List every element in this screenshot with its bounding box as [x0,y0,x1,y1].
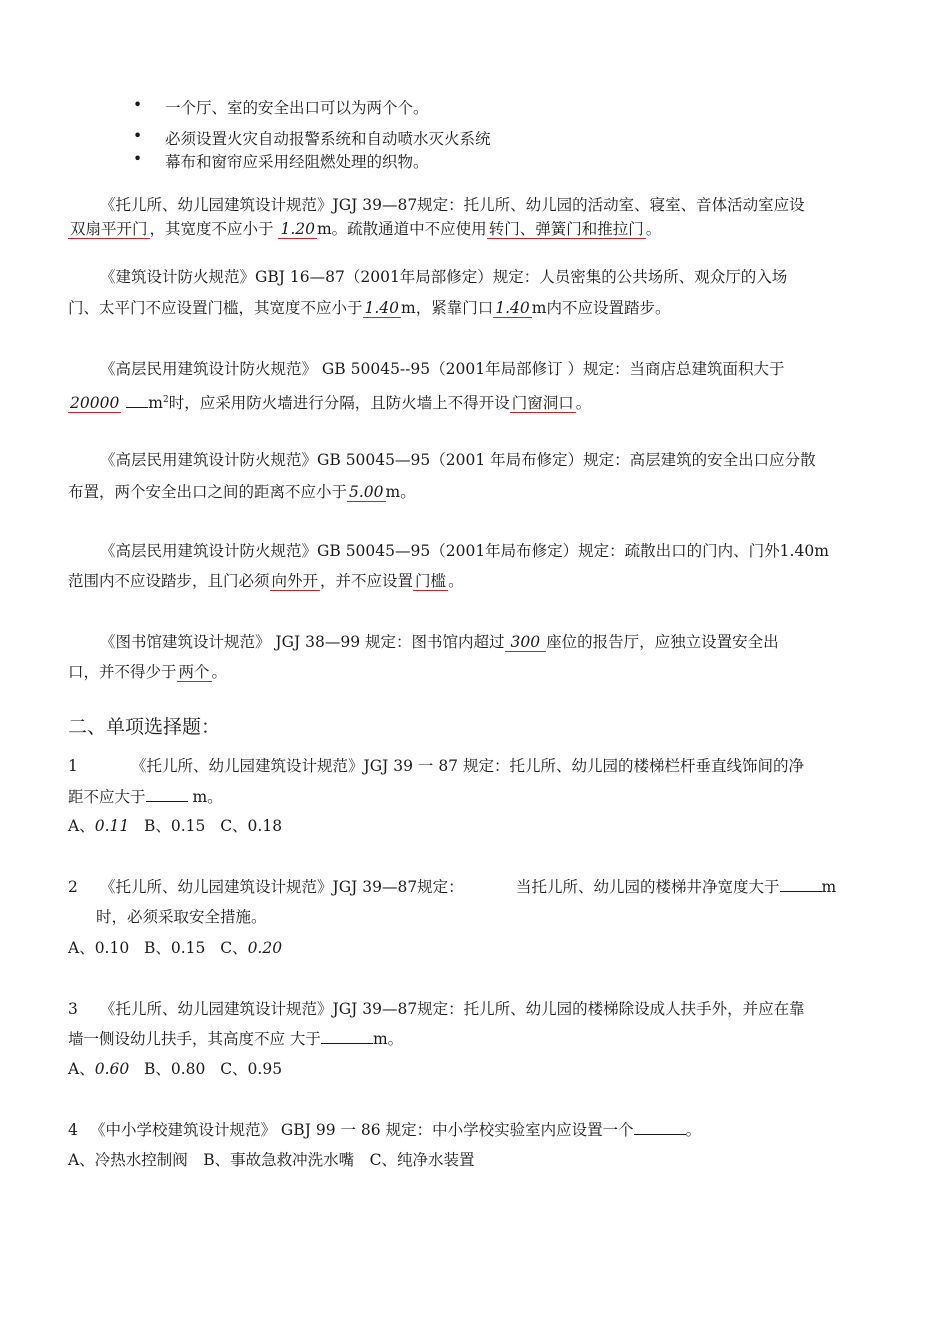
paragraph-line: 《图书馆建筑设计规范》 JGJ 38—99 规定：图书馆内超过 300 座位的报告厅，应独立设置安全出 [100,633,779,651]
answer-text: 门槛 [415,572,447,590]
paragraph-line: 口，并不得少于 两个 。 [68,663,228,681]
answer-option: 0.60 [94,1060,130,1078]
question-number: 1 [68,757,78,775]
answer-text: 20000 [70,394,120,413]
question-text: 《托儿所、幼儿园建筑设计规范》JGJ 39—87规定：托儿所、幼儿园的楼梯除设成人扶手外，并应在靠 [100,1000,805,1018]
fill-blank [780,877,822,892]
answer-text: 5.00 [349,483,384,501]
question-number: 3 [68,1000,78,1018]
paragraph-line: 门、太平门不应设置门槛，其宽度不应小于 1.40 m，紧靠门口 1.40 m内不应设置踏步。 [68,299,671,317]
question-text: 《托儿所、幼儿园建筑设计规范》JGJ 39 一 87 规定：托儿所、幼儿园的楼梯栏杆垂直线饰间的净 [131,757,804,775]
answer-text: 1.40 [364,299,400,317]
answer-text: 两个 [178,663,210,681]
question-text: 《中小学校建筑设计规范》 GBJ 99 一 86 规定：中小学校实验室内应设置一个 。 [90,1121,702,1139]
paragraph-line: 《高层民用建筑设计防火规范》 GB 50045--95（2001年局部修订 ）规定：当商店总建筑面积大于 [100,360,785,378]
paragraph-line: 《高层民用建筑设计防火规范》GB 50045—95（2001 年局布修定）规定：高层建筑的安全出口应分散 [100,451,816,469]
answer-text: 300 [505,633,547,652]
question-text: 墙一侧设幼儿扶手，其高度不应 大于 m。 [68,1030,404,1048]
answer-text: 门窗洞口 [511,394,574,413]
bullet-dot-icon: • [133,96,143,114]
paragraph-line: 《建筑设计防火规范》GBJ 16—87（2001年局部修定）规定：人员密集的公共场所、观众厅的入场 [100,268,788,286]
question-options: A、0.60 B、0.80 C、0.95 [68,1060,283,1078]
paragraph-line: 《高层民用建筑设计防火规范》GB 50045—95（2001年局布修定）规定：疏散出口的门内、门外1.40m [100,542,829,560]
fill-blank [321,1029,373,1044]
document-page: • 一个厅、室的安全出口可以为两个个。 • 必须设置火灾自动报警系统和自动喷水灭火系统 • 幕布和窗帘应采用经阻燃处理的织物。 《托儿所、幼儿园建筑设计规范》JGJ 39—87规定：托儿所、幼儿园的活动室、寝室、音体活动室应设 双扇平开门 ，其宽度不应小于 1.20 m。疏散通道中不应使用 转门、弹簧门和推拉门 。 《建筑设计防火规范》GBJ 16—87（2001年局部修定）规定：人员密集的公共场所、观众厅的入场 门、太平门不应设置门槛，其宽度不应小于 1.40 m，紧靠门口 1.40 m内不应设置踏步。 《高层民用建筑设计防火规范》 GB 50045--95（2001年局部修订 ）规定：当商店总建筑面积大于 20000 $m^2$时，应采用防火墙进行分隔，且防火墙上不得开设 门窗洞口 。 《高层民用建筑设计防火规范》GB 50045—95（2001 年局布修定）规定：高层建筑的安全出口应分散 布置，两个安全出口之间的距离不应小于 5.00 m。 《高层民用建筑设计防火规范》GB 50045—95（2001年局布修定）规定：疏散出口的门内、门外1.40m 范围内不应设踏步，且门必须 向外开 ，并不应设置 门槛 。 《图书馆建筑设计规范》 JGJ 38—99 规定：图书馆内超过 300 座位的报告厅，应独立设置安全出 口，并不得少于 两个 。 二、单项选择题： 1 《托儿所、幼儿园建筑设计规范》JGJ 39 一 87 规定：托儿所、幼儿园的楼梯栏杆垂直线饰间的净 距不应大于 m。 A、0.11 B、0.15 C、0.18 2 《托儿所、幼儿园建筑设计规范》JGJ 39—87规定： 当托儿所、幼儿园的楼梯井净宽度大于 m 时，必须采取安全措施。 A、0.10 B、0.15 C、0.20 3 《托儿所、幼儿园建筑设计规范》JGJ 39—87规定：托儿所、幼儿园的楼梯除设成人扶手外，并应在靠 墙一侧设幼儿扶手，其高度不应 大于 m。 A、0.60 B、0.80 C、0.95 4 《中小学校建筑设计规范》 GBJ 99 一 86 规定：中小学校实验室内应设置一个 。 A、冷热水控制阀 B、事故急救冲洗水嘴 C、纯净水装置 [68,96,837,1169]
question-options: A、0.10 B、0.15 C、0.20 [68,939,283,957]
fill-blank [634,1120,686,1135]
answer-text: 1.20 [280,220,315,238]
paragraph-line: 范围内不应设踏步，且门必须 向外开 ，并不应设置 门槛 。 [68,572,464,590]
paragraph-line: 20000 $m^2$时，应采用防火墙进行分隔，且防火墙上不得开设 门窗洞口 。 [70,394,592,413]
answer-text: 向外开 [271,572,319,590]
question-text: 距不应大于 m。 [68,788,223,806]
answer-text: 1.40 [495,299,530,317]
paragraph-line: 《托儿所、幼儿园建筑设计规范》JGJ 39—87规定：托儿所、幼儿园的活动室、寝室、音体活动室应设 [100,196,805,214]
paragraph-line: 双扇平开门 ，其宽度不应小于 1.20 m。疏散通道中不应使用 转门、弹簧门和推拉门 。 [70,220,662,238]
answer-option: 0.11 [94,817,130,835]
fill-blank [126,393,148,408]
question-options: A、0.11 B、0.15 C、0.18 [68,817,283,835]
question-number: 4 [68,1121,78,1139]
bullet-dot-icon: • [133,150,143,168]
question-options: A、冷热水控制阀 B、事故急救冲洗水嘴 C、纯净水装置 [68,1151,475,1169]
question-text: 《托儿所、幼儿园建筑设计规范》JGJ 39—87规定： [100,878,464,896]
answer-text: 双扇平开门 [70,220,148,238]
answer-text: 转门、弹簧门和推拉门 [488,220,644,238]
question-text: 时，必须采取安全措施。 [96,908,267,926]
question-text: 当托儿所、幼儿园的楼梯井净宽度大于 m [516,878,837,896]
paragraph-line: 布置，两个安全出口之间的距离不应小于 5.00 m。 [68,483,416,501]
section-title: 二、单项选择题： [68,716,221,738]
bullet-dot-icon: • [133,127,143,145]
fill-blank [146,787,188,802]
answer-option: 0.20 [247,939,283,957]
question-number: 2 [68,878,78,896]
